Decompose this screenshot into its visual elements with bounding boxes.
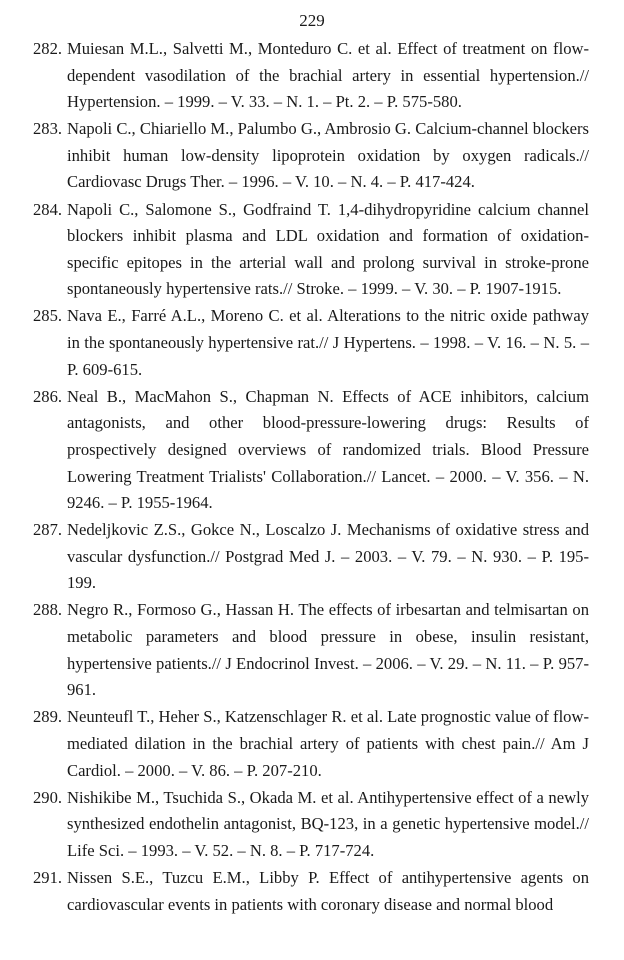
reference-number: 285. [33, 306, 63, 326]
reference-text: Neal B., MacMahon S., Chapman N. Effects of ACE inhibitors, calcium antagonists, and other blood-pressure-lowering drugs: Results of prospectively designed overviews of randomized trials. Blood Pressure Lowering Treatment Trialists' Collaboration.// Lancet. – 2000. – V. 356. – N. 9246. – P. 1955-1964. [67, 386, 589, 513]
reference-text: Napoli C., Salomone S., Godfraind T. 1,4-dihydropyridine calcium channel blockers inhibit plasma and LDL oxidation and formation of oxidation-specific epitopes in the arterial wall and prolong survival in stroke-prone spontaneously hypertensive rats.// Stroke. – 1999. – V. 30. – P. 1907-1915. [67, 199, 589, 299]
reference-number: 282. [33, 39, 63, 58]
reference-text: Neunteufl T., Heher S., Katzenschlager R. et al. Late prognostic value of flow-mediated dilation in the brachial artery of patients with chest pain.// Am J Cardiol. – 2000. – V. 86. – P. 207-210. [67, 707, 589, 780]
reference-item [33, 303, 589, 383]
reference-text: Nissen S.E., Tuzcu E.M., Libby P. Effect of antihypertensive agents on cardiovascular events in patients with coronary disease and normal blood [67, 867, 589, 914]
reference-number: 283. [33, 119, 63, 139]
reference-number: 284. [33, 199, 63, 219]
reference-number: 288. [33, 600, 63, 620]
reference-text: Negro R., Formoso G., Hassan H. The effects of irbesartan and telmisartan on metabolic parameters and blood pressure in obese, insulin resistant, hypertensive patients.// J Endocrinol Invest. – 2006. – V. 29. – N. 11. – P. 957-961. [67, 600, 589, 700]
reference-item [33, 865, 589, 918]
reference-item [33, 704, 589, 784]
reference-text: Napoli C., Chiariello M., Palumbo G., Ambrosio G. Calcium-channel blockers inhibit human low-density lipoprotein oxidation by oxygen radicals.// Cardiovasc Drugs Ther. – 1996. – V. 10. – N. 4. – P. 417-424. [67, 119, 589, 192]
reference-text: Nishikibe M., Tsuchida S., Okada M. et al. Antihypertensive effect of a newly synthesized endothelin antagonist, BQ-123, in a genetic hypertensive model.// Life Sci. – 1993. – V. 52. – N. 8. – P. 717-724. [67, 787, 589, 860]
reference-item [33, 36, 589, 116]
reference-item [33, 517, 589, 597]
reference-number: 287. [33, 520, 63, 540]
page-number: 229 [299, 11, 325, 30]
reference-number: 290. [33, 787, 63, 807]
reference-text: Muiesan M.L., Salvetti M., Monteduro C. et al. Effect of treatment on flow-dependent vasodilation of the brachial artery in essential hypertension.// Hypertension. – 1999. – V. 33. – N. 1. – Pt. 2. – P. 575-580. [67, 39, 589, 112]
reference-item [33, 116, 589, 196]
reference-text: Nedeljkovic Z.S., Gokce N., Loscalzo J. Mechanisms of oxidative stress and vascular dysfunction.// Postgrad Med J. – 2003. – V. 79. – N. 930. – P. 195-199. [67, 520, 589, 593]
reference-list [33, 36, 589, 919]
reference-number: 291. [33, 867, 63, 887]
reference-item [33, 597, 589, 703]
reference-item [33, 785, 589, 865]
reference-number: 289. [33, 707, 63, 727]
reference-text: Nava E., Farré A.L., Moreno C. et al. Alterations to the nitric oxide pathway in the spontaneously hypertensive rat.// J Hypertens. – 1998. – V. 16. – N. 5. – P. 609-615. [67, 306, 589, 379]
reference-item [33, 384, 589, 517]
reference-item [33, 197, 589, 303]
reference-number: 286. [33, 386, 63, 406]
